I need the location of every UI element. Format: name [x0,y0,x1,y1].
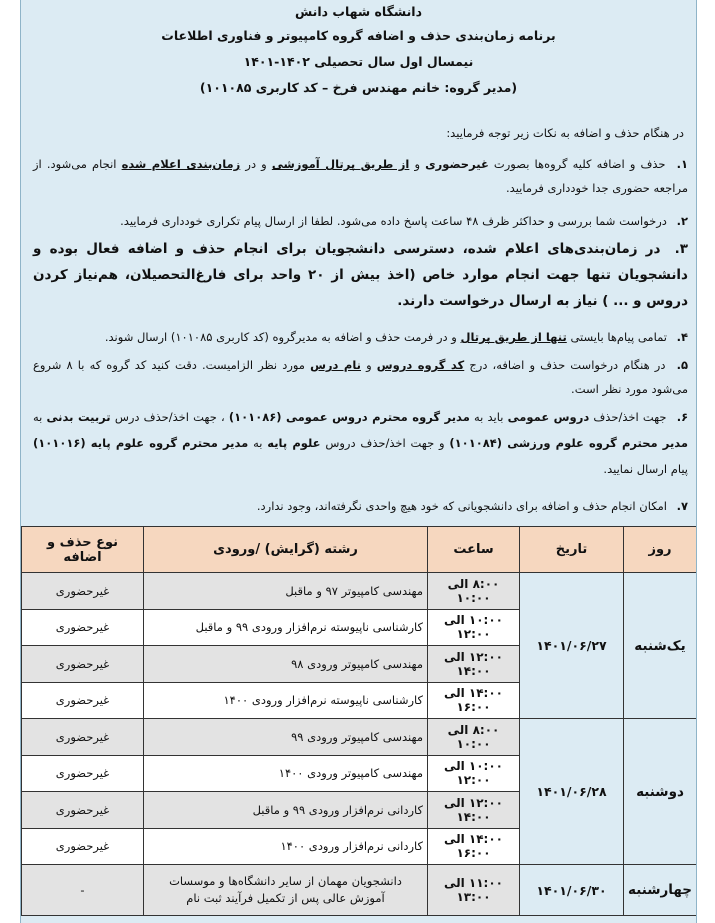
table-header-row [22,527,697,573]
day-cell: چهارشنبه [624,865,697,916]
program-cell: دانشجویان مهمان از سایر دانشگاه‌ها و موسسات آموزش عالی پس از تکمیل فرآیند ثبت نام [144,865,428,916]
time-cell: ۱۰:۰۰ الی ۱۲:۰۰ [428,609,520,646]
schedule-table [21,526,697,916]
program-cell: کاردانی نرم‌افزار ورودی ۹۹ و ماقبل [144,792,428,829]
note-4: ۴. تمامی پیام‌ها بایستی تنها از طریق پرتال و در فرمت حذف و اضافه به مدیرگروه (کد کاربری ۱۰۱۰۸۵) ارسال شوند. [104,330,688,344]
note-number: ۵. [676,358,688,372]
table-row [22,865,697,916]
type-cell: غیرحضوری [22,828,144,865]
note-3: ۳. در زمان‌بندی‌های اعلام شده، دسترسی دانشجویان برای انجام حذف و اضافه فعال بوده و دانشجویان تنها جهت انجام موارد خاص (اخذ بیش از ۲۰ واحد برای فارغ‌التحصیلان، هم‌نیاز کردن دروس و ... ) نیاز به ارسال درخواست دارند. [33,241,689,309]
note-2: ۲. درخواست شما بررسی و حداکثر ظرف ۴۸ ساعت پاسخ داده می‌شود. لطفا از ارسال پیام تکراری خودداری فرمایید. [120,214,688,228]
time-cell: ۱۰:۰۰ الی ۱۲:۰۰ [428,755,520,792]
day-cell: یک‌شنبه [624,573,697,719]
program-cell: کاردانی نرم‌افزار ورودی ۱۴۰۰ [144,828,428,865]
program-cell: مهندسی کامپیوتر ۹۷ و ماقبل [144,573,428,610]
note-7: ۷. امکان انجام حذف و اضافه برای دانشجویانی که خود هیچ واحدی نگرفته‌اند، وجود ندارد. [256,499,688,513]
type-cell: غیرحضوری [22,792,144,829]
note-number: ۷. [676,499,688,513]
program-cell: مهندسی کامپیوتر ورودی ۱۴۰۰ [144,755,428,792]
table-row [22,573,697,610]
time-cell: ۱۲:۰۰ الی ۱۴:۰۰ [428,646,520,683]
note-6: ۶. جهت اخذ/حذف دروس عمومی باید به مدیر گروه محترم دروس عمومی (۱۰۱۰۸۶) ، جهت اخذ/حذف درس تربیت بدنی به مدیر محترم گروه علوم ورزشی (۱۰۱۰۸۴) و جهت اخذ/حذف دروس علوم پایه به مدیر محترم گروه علوم پایه (۱۰۱۰۱۶) پیام ارسال نمایید. [33,410,689,476]
university-name: دانشگاه شهاب دانش [294,4,423,19]
time-cell: ۱۲:۰۰ الی ۱۴:۰۰ [428,792,520,829]
header-program: رشته (گرایش) /ورودی [144,527,428,573]
program-cell: کارشناسی ناپیوسته نرم‌افزار ورودی ۱۴۰۰ [144,682,428,719]
table-row [22,719,697,756]
note-1: ۱. حذف و اضافه کلیه گروه‌ها بصورت غیرحضوری و از طریق پرتال آموزشی و در زمان‌بندی اعلام شده انجام می‌شود. از مراجعه حضوری جدا خودداری فرمایید. [33,157,689,195]
note-5: ۵. در هنگام درخواست حذف و اضافه، درج کد گروه دروس و نام درس مورد نظر الزامیست. دقت کنید کد گروه که با ۸ شروع می‌شود مورد نظر است. [33,358,688,396]
note-number: ۴. [676,330,688,344]
program-cell: مهندسی کامپیوتر ورودی ۹۸ [144,646,428,683]
note-number: ۶. [676,410,689,424]
document-page [20,0,697,923]
time-cell: ۸:۰۰ الی ۱۰:۰۰ [428,719,520,756]
header-day: روز [624,527,697,573]
group-manager: (مدیر گروه: خانم مهندس فرخ – کد کاربری ۱۰۱۰۸۵) [199,80,518,95]
date-cell: ۱۴۰۱/۰۶/۲۷ [520,573,624,719]
time-cell: ۱۴:۰۰ الی ۱۶:۰۰ [428,682,520,719]
note-number: ۱. [676,157,689,171]
type-cell: - [22,865,144,916]
header-date: تاریخ [520,527,624,573]
type-cell: غیرحضوری [22,609,144,646]
type-cell: غیرحضوری [22,646,144,683]
time-cell: ۱۴:۰۰ الی ۱۶:۰۰ [428,828,520,865]
header-type: نوع حذف و اضافه [22,527,144,573]
type-cell: غیرحضوری [22,755,144,792]
type-cell: غیرحضوری [22,573,144,610]
note-number: ۲. [676,214,688,228]
type-cell: غیرحضوری [22,682,144,719]
day-cell: دوشنبه [624,719,697,865]
program-cell: کارشناسی ناپیوسته نرم‌افزار ورودی ۹۹ و ماقبل [144,609,428,646]
date-cell: ۱۴۰۱/۰۶/۲۸ [520,719,624,865]
note-number: ۳. [674,241,689,257]
header-time: ساعت [428,527,520,573]
type-cell: غیرحضوری [22,719,144,756]
program-cell: مهندسی کامپیوتر ورودی ۹۹ [144,719,428,756]
program-title: برنامه زمان‌بندی حذف و اضافه گروه کامپیوتر و فناوری اطلاعات [161,28,556,43]
notes-intro: در هنگام حذف و اضافه به نکات زیر توجه فرمایید: [446,126,684,140]
date-cell: ۱۴۰۱/۰۶/۳۰ [520,865,624,916]
semester-title: نیمسال اول سال تحصیلی ۱۴۰۲-۱۴۰۱ [243,54,474,69]
time-cell: ۱۱:۰۰ الی ۱۳:۰۰ [428,865,520,916]
time-cell: ۸:۰۰ الی ۱۰:۰۰ [428,573,520,610]
